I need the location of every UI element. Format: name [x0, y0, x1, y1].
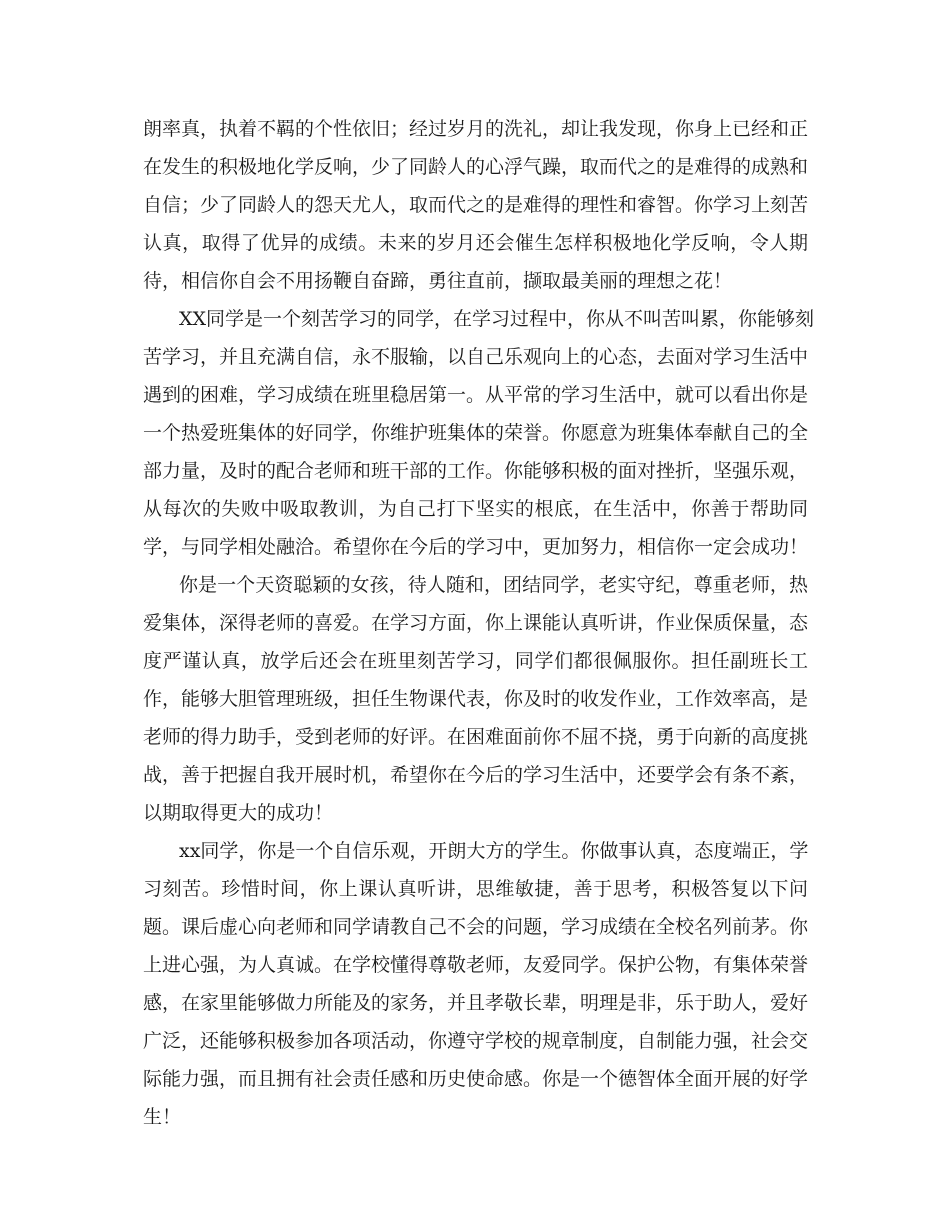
text-line: 作，能够大胆管理班级，担任生物课代表，你及时的收发作业，工作效率高，是: [143, 688, 809, 710]
text-line: 生！: [143, 1106, 182, 1128]
text-line: 一个热爱班集体的好同学，你维护班集体的荣誉。你愿意为班集体奉献自己的全: [143, 422, 809, 444]
text-line: 自信；少了同龄人的怨天尤人，取而代之的是难得的理性和睿智。你学习上刻苦: [143, 194, 809, 216]
text-line: 部力量，及时的配合老师和班干部的工作。你能够积极的面对挫折，坚强乐观，: [143, 460, 809, 482]
text-line: 苦学习，并且充满自信，永不服输，以自己乐观向上的心态，去面对学习生活中: [143, 346, 809, 368]
text-line: 待，相信你自会不用扬鞭自奋蹄，勇往直前，撷取最美丽的理想之花！: [143, 270, 733, 292]
text-line: xx同学，你是一个自信乐观，开朗大方的学生。你做事认真，态度端正，学: [179, 840, 809, 862]
text-line: 度严谨认真，放学后还会在班里刻苦学习，同学们都很佩服你。担任副班长工: [143, 650, 808, 672]
paragraph-1: [143, 110, 808, 300]
text-line: 习刻苦。珍惜时间，你上课认真听讲，思维敏捷，善于思考，积极答复以下问: [143, 878, 808, 900]
text-line: 在发生的积极地化学反响，少了同龄人的心浮气躁，取而代之的是难得的成熟和: [143, 156, 809, 178]
text-line: 感，在家里能够做力所能及的家务，并且孝敬长辈，明理是非，乐于助人，爱好: [143, 992, 809, 1014]
text-line: 战，善于把握自我开展时机，希望你在今后的学习生活中，还要学会有条不紊，: [143, 764, 809, 786]
text-line: 你是一个天资聪颖的女孩，待人随和，团结同学，老实守纪，尊重老师，热: [179, 574, 808, 596]
text-line: 际能力强，而且拥有社会责任感和历史使命感。你是一个德智体全面开展的好学: [143, 1068, 809, 1090]
text-line: 爱集体，深得老师的喜爱。在学习方面，你上课能认真听讲，作业保质保量，态: [143, 612, 809, 634]
text-line: 从每次的失败中吸取教训，为自己打下坚实的根底，在生活中，你善于帮助同: [143, 498, 808, 520]
paragraph-2: [143, 300, 815, 566]
text-line: 认真，取得了优异的成绩。未来的岁月还会催生怎样积极地化学反响，令人期: [143, 232, 808, 254]
document-body: [143, 110, 815, 1136]
text-line: 以期取得更大的成功！: [143, 802, 334, 824]
text-line: 广泛，还能够积极参加各项活动，你遵守学校的规章制度，自制能力强，社会交: [143, 1030, 809, 1052]
text-line: 遇到的困难，学习成绩在班里稳居第一。从平常的学习生活中，就可以看出你是: [143, 384, 809, 406]
text-line: 朗率真，执着不羁的个性依旧；经过岁月的洗礼，却让我发现，你身上已经和正: [143, 118, 809, 140]
paragraph-3: [143, 566, 808, 832]
text-line: 老师的得力助手，受到老师的好评。在困难面前你不屈不挠，勇于向新的高度挑: [143, 726, 809, 748]
text-line: 题。课后虚心向老师和同学请教自己不会的问题，学习成绩在全校名列前茅。你: [143, 916, 809, 938]
text-line: 上进心强，为人真诚。在学校懂得尊敬老师，友爱同学。保护公物，有集体荣誉: [143, 954, 809, 976]
text-line: 学，与同学相处融洽。希望你在今后的学习中，更加努力，相信你一定会成功！: [143, 536, 809, 558]
text-line: XX同学是一个刻苦学习的同学，在学习过程中，你从不叫苦叫累，你能够刻: [179, 308, 815, 330]
paragraph-4: [143, 832, 808, 1136]
